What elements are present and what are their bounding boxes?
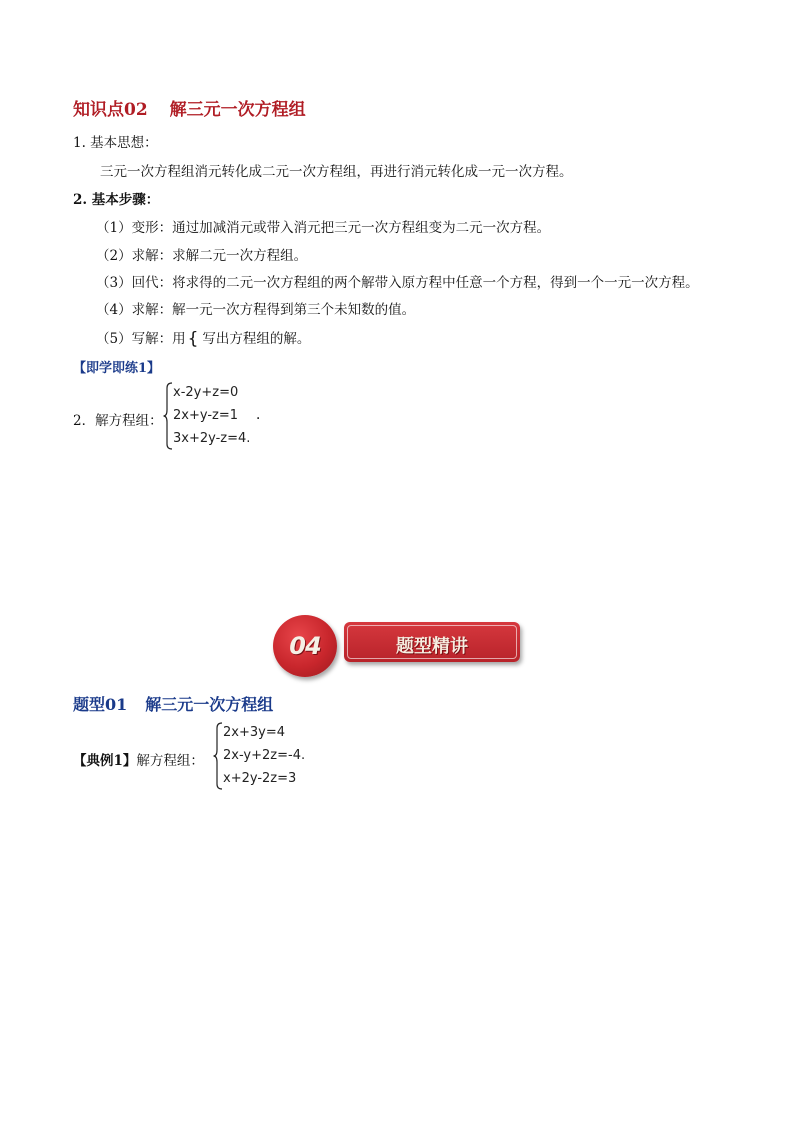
- practice-equation: 3x+2y-z=4.: [173, 431, 251, 446]
- example-equation: x+2y-2z=3: [223, 771, 297, 786]
- knowledge-point-title: [73, 95, 306, 120]
- practice-equation: 2x+y-z=1: [173, 408, 238, 423]
- left-brace-icon: {: [187, 329, 199, 349]
- step-item-1: （1）变形：通过加减消元或带入消元把三元一次方程组变为二元一次方程。: [96, 220, 551, 236]
- brace-icon: [163, 382, 173, 450]
- kp-title-text: 解三元一次方程组: [169, 100, 306, 120]
- step-item-5: [96, 327, 310, 348]
- kp-label: 知识点02: [73, 100, 148, 120]
- type-title-text: 解三元一次方程组: [145, 695, 274, 714]
- steps-heading-text: 2. 基本步骤：: [73, 192, 160, 208]
- practice-equation: x-2y+z=0: [173, 385, 239, 400]
- type-title: [73, 692, 273, 715]
- example-line: [73, 749, 204, 769]
- step-item-3: （3）回代：将求得的二元一次方程组的两个解带入原方程中任意一个方程，得到一个一元一次方程。: [96, 275, 699, 291]
- steps-heading: [73, 188, 159, 208]
- practice-equation-system: [163, 382, 283, 452]
- example-prompt: 解方程组：: [136, 753, 204, 769]
- banner-title-box: [344, 622, 520, 662]
- type-label: 题型01: [73, 695, 128, 714]
- idea-text: 三元一次方程组消元转化成二元一次方程组，再进行消元转化成一元一次方程。: [100, 164, 573, 180]
- banner-number: 04: [289, 632, 321, 660]
- step5-suffix: 写出方程组的解。: [202, 331, 311, 347]
- practice-label: 【即学即练1】: [73, 361, 161, 376]
- practice-prompt: 2．解方程组：: [73, 413, 163, 429]
- example-equation: 2x-y+2z=-4.: [223, 748, 306, 763]
- practice-trailing-period: .: [256, 407, 261, 423]
- idea-heading: 1. 基本思想：: [73, 135, 158, 151]
- step-item-2: （2）求解：求解二元一次方程组。: [96, 248, 308, 264]
- example-label: 【典例1】: [73, 753, 137, 769]
- step5-prefix: （5）写解：用: [96, 331, 186, 347]
- banner-title: 题型精讲: [396, 636, 468, 657]
- example-equation-system: [213, 722, 353, 792]
- section-banner: [270, 613, 530, 683]
- step-item-4: （4）求解：解一元一次方程得到第三个未知数的值。: [96, 302, 416, 318]
- banner-badge: [273, 615, 337, 677]
- brace-icon: [213, 722, 223, 790]
- example-equation: 2x+3y=4: [223, 725, 285, 740]
